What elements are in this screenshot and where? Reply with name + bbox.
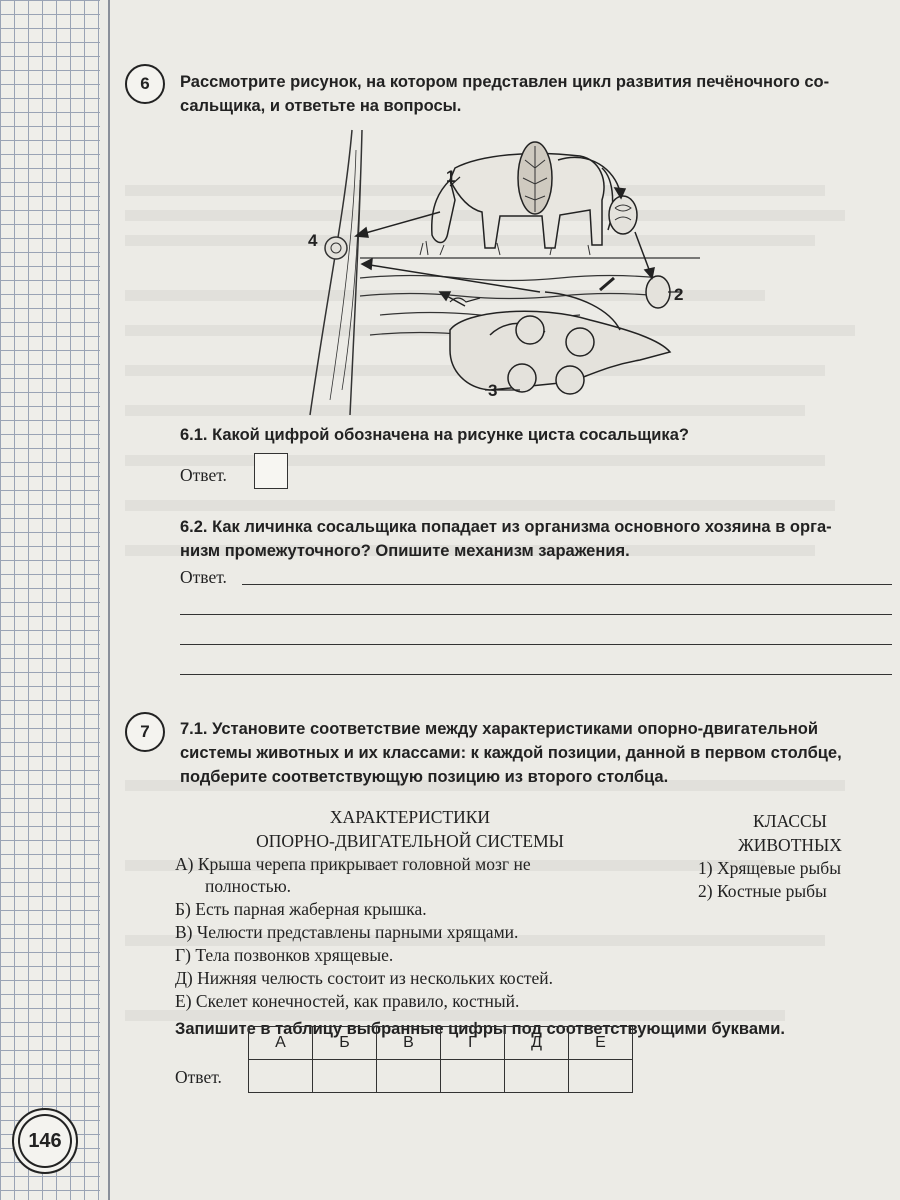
q7-answer-label: Ответ. [175, 1067, 222, 1087]
answer-table-header-row [249, 1027, 633, 1060]
graph-paper-margin [0, 0, 100, 1200]
miracidium-illustration [646, 276, 670, 308]
item-b: Б) Есть парная жаберная крышка. [175, 899, 427, 919]
q6-2-answer-line-2[interactable] [180, 614, 892, 615]
col1-header-line2: ОПОРНО-ДВИГАТЕЛЬНОЙ СИСТЕМЫ [256, 831, 564, 851]
grass-illustration [420, 241, 590, 255]
question-6-number: 6 [125, 64, 165, 104]
item-a-line2: полностью. [205, 876, 292, 896]
q6-2-answer-label: Ответ. [180, 567, 227, 587]
figure-label-2: 2 [674, 285, 684, 304]
item-e: Е) Скелет конечностей, как правило, костный. [175, 991, 520, 1011]
snail-illustration [450, 311, 670, 394]
answer-cell-g[interactable] [441, 1060, 505, 1093]
page-number: 146 [12, 1108, 78, 1174]
answer-header-a: А [249, 1027, 313, 1060]
answer-header-v: В [377, 1027, 441, 1060]
col2-header-line1: КЛАССЫ [753, 811, 827, 831]
question-7-number: 7 [125, 712, 165, 752]
item-g: Г) Тела позвонков хрящевые. [175, 945, 394, 965]
figure-label-4: 4 [308, 231, 318, 250]
answer-header-d: Д [505, 1027, 569, 1060]
col1-header-line1: ХАРАКТЕРИСТИКИ [329, 807, 491, 827]
q6-1-question: 6.1. Какой цифрой обозначена на рисунке циста сосальщика? [180, 426, 689, 444]
class-1: 1) Хрящевые рыбы [698, 858, 841, 878]
q7-prompt-line2: системы животных и их классами: к каждой позиции, данной в первом столбце, [180, 744, 842, 762]
fluke-life-cycle-figure [290, 120, 710, 420]
answer-cell-e[interactable] [569, 1060, 633, 1093]
item-v: В) Челюсти представлены парными хрящами. [175, 922, 519, 942]
q7-instruction: Запишите в таблицу выбранные цифры под соответствующими буквами. [175, 1020, 785, 1038]
q7-answer-table [248, 1026, 633, 1093]
q6-2-question-line1: 6.2. Как личинка сосальщика попадает из организма основного хозяина в орга- [180, 518, 832, 536]
tree-trunk-illustration [310, 130, 362, 415]
q6-prompt-line2: сальщика, и ответьте на вопросы. [180, 97, 462, 115]
item-a-line1: А) Крыша черепа прикрывает головной мозг не [175, 854, 531, 874]
cyst-illustration [325, 237, 347, 259]
q7-prompt-line1: 7.1. Установите соответствие между характеристиками опорно-двигательной [180, 720, 819, 738]
answer-header-e: Е [569, 1027, 633, 1060]
answer-header-g: Г [441, 1027, 505, 1060]
q6-2-answer-line-3[interactable] [180, 644, 892, 645]
col2-header-line2: ЖИВОТНЫХ [738, 835, 842, 855]
answer-cell-v[interactable] [377, 1060, 441, 1093]
margin-edge [108, 0, 110, 1200]
q6-1-answer-box[interactable] [254, 453, 288, 489]
item-d: Д) Нижняя челюсть состоит из нескольких костей. [175, 968, 554, 988]
figure-label-3: 3 [488, 381, 498, 400]
answer-cell-b[interactable] [313, 1060, 377, 1093]
q6-1-answer-label: Ответ. [180, 465, 227, 485]
q6-2-question-line2: низм промежуточного? Опишите механизм заражения. [180, 542, 630, 560]
class-2: 2) Костные рыбы [698, 881, 827, 901]
answer-table-input-row [249, 1060, 633, 1093]
figure-label-1: 1 [446, 167, 456, 186]
answer-header-b: Б [313, 1027, 377, 1060]
egg-illustration [609, 196, 637, 234]
q6-2-answer-line-1[interactable] [242, 584, 892, 585]
answer-cell-a[interactable] [249, 1060, 313, 1093]
q6-prompt-line1: Рассмотрите рисунок, на котором представлен цикл развития печёночного со- [180, 73, 830, 91]
q7-prompt-line3: подберите соответствующую позицию из второго столбца. [180, 768, 669, 786]
q6-2-answer-line-4[interactable] [180, 674, 892, 675]
answer-cell-d[interactable] [505, 1060, 569, 1093]
